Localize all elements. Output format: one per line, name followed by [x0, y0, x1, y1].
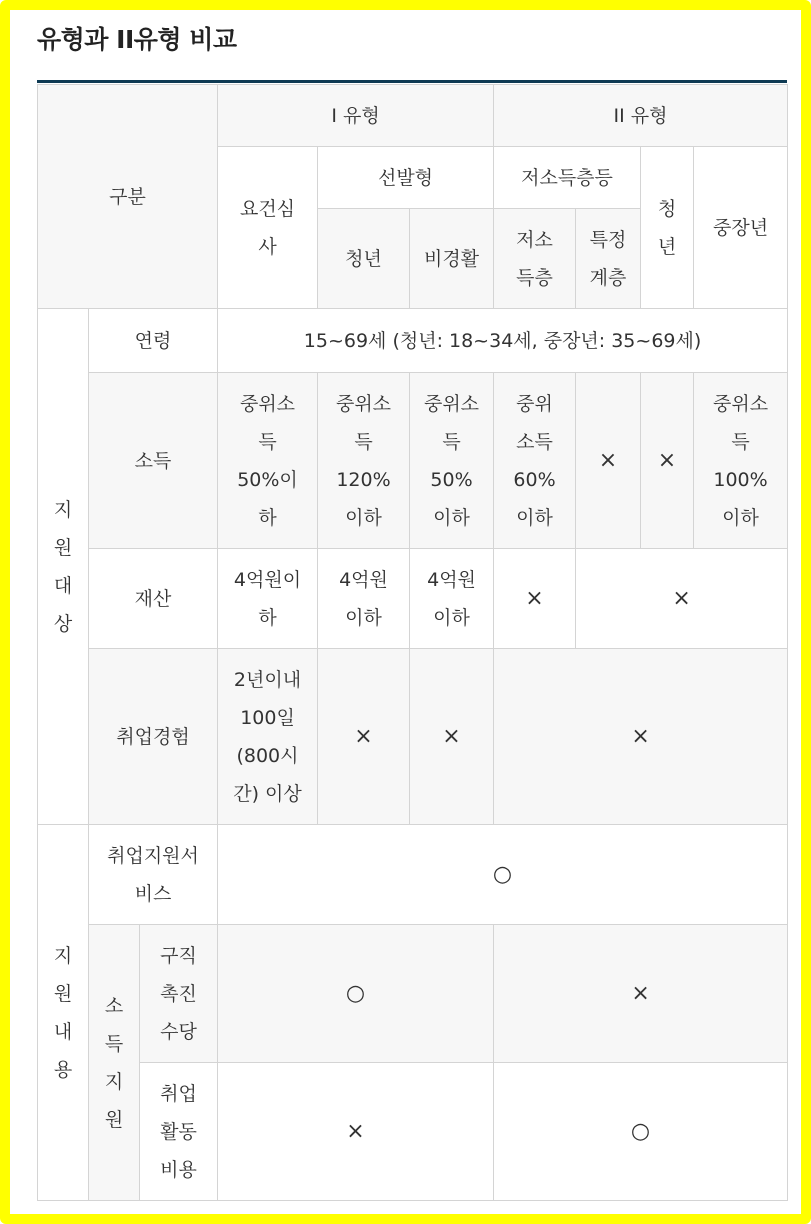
header-special: 특정 계층 [576, 209, 641, 309]
assets-label: 재산 [89, 549, 218, 649]
assets-rest: × [576, 549, 788, 649]
activity-cost-type2: ○ [494, 1063, 788, 1201]
header-category: 구분 [38, 85, 218, 309]
age-value: 15~69세 (청년: 18~34세, 중장년: 35~69세) [218, 309, 788, 373]
service-label: 취업지원서 비스 [89, 825, 218, 925]
income-youth-type2: × [641, 373, 694, 549]
header-low-income: 저소 득층 [494, 209, 576, 309]
header-middle-aged: 중장년 [694, 147, 788, 309]
income-non-economic: 중위소 득 50% 이하 [410, 373, 494, 549]
title-divider [37, 80, 787, 83]
header-screening: 요건심 사 [218, 147, 318, 309]
header-selection: 선발형 [318, 147, 494, 209]
income-special: × [576, 373, 641, 549]
page-title: 유형과 II유형 비교 [37, 25, 237, 54]
assets-non-economic: 4억원 이하 [410, 549, 494, 649]
employment-youth: × [318, 649, 410, 825]
income-youth: 중위소 득 120% 이하 [318, 373, 410, 549]
income-screening: 중위소 득 50%이 하 [218, 373, 318, 549]
header-low-income-etc: 저소득층등 [494, 147, 641, 209]
header-type2: II 유형 [494, 85, 788, 147]
assets-screening: 4억원이 하 [218, 549, 318, 649]
header-youth: 청년 [318, 209, 410, 309]
income-label: 소득 [89, 373, 218, 549]
employment-screening: 2년이내 100일 (800시 간) 이상 [218, 649, 318, 825]
employment-non-economic: × [410, 649, 494, 825]
header-youth-type2: 청 년 [641, 147, 694, 309]
target-group-label: 지 원 대 상 [38, 309, 89, 825]
assets-youth: 4억원 이하 [318, 549, 410, 649]
employment-type2: × [494, 649, 788, 825]
employment-label: 취업경험 [89, 649, 218, 825]
activity-cost-type1: × [218, 1063, 494, 1201]
job-seeking-label: 구직 촉진 수당 [140, 925, 218, 1063]
service-value: ○ [218, 825, 788, 925]
job-seeking-type1: ○ [218, 925, 494, 1063]
header-type1: I 유형 [218, 85, 494, 147]
content-area [10, 10, 801, 1214]
job-seeking-type2: × [494, 925, 788, 1063]
age-label: 연령 [89, 309, 218, 373]
comparison-table [37, 84, 788, 1201]
activity-cost-label: 취업 활동 비용 [140, 1063, 218, 1201]
income-support-label: 소 득 지 원 [89, 925, 140, 1201]
header-non-economic: 비경활 [410, 209, 494, 309]
assets-low-income: × [494, 549, 576, 649]
income-middle-aged: 중위소 득 100% 이하 [694, 373, 788, 549]
support-group-label: 지 원 내 용 [38, 825, 89, 1201]
income-low-income: 중위 소득 60% 이하 [494, 373, 576, 549]
